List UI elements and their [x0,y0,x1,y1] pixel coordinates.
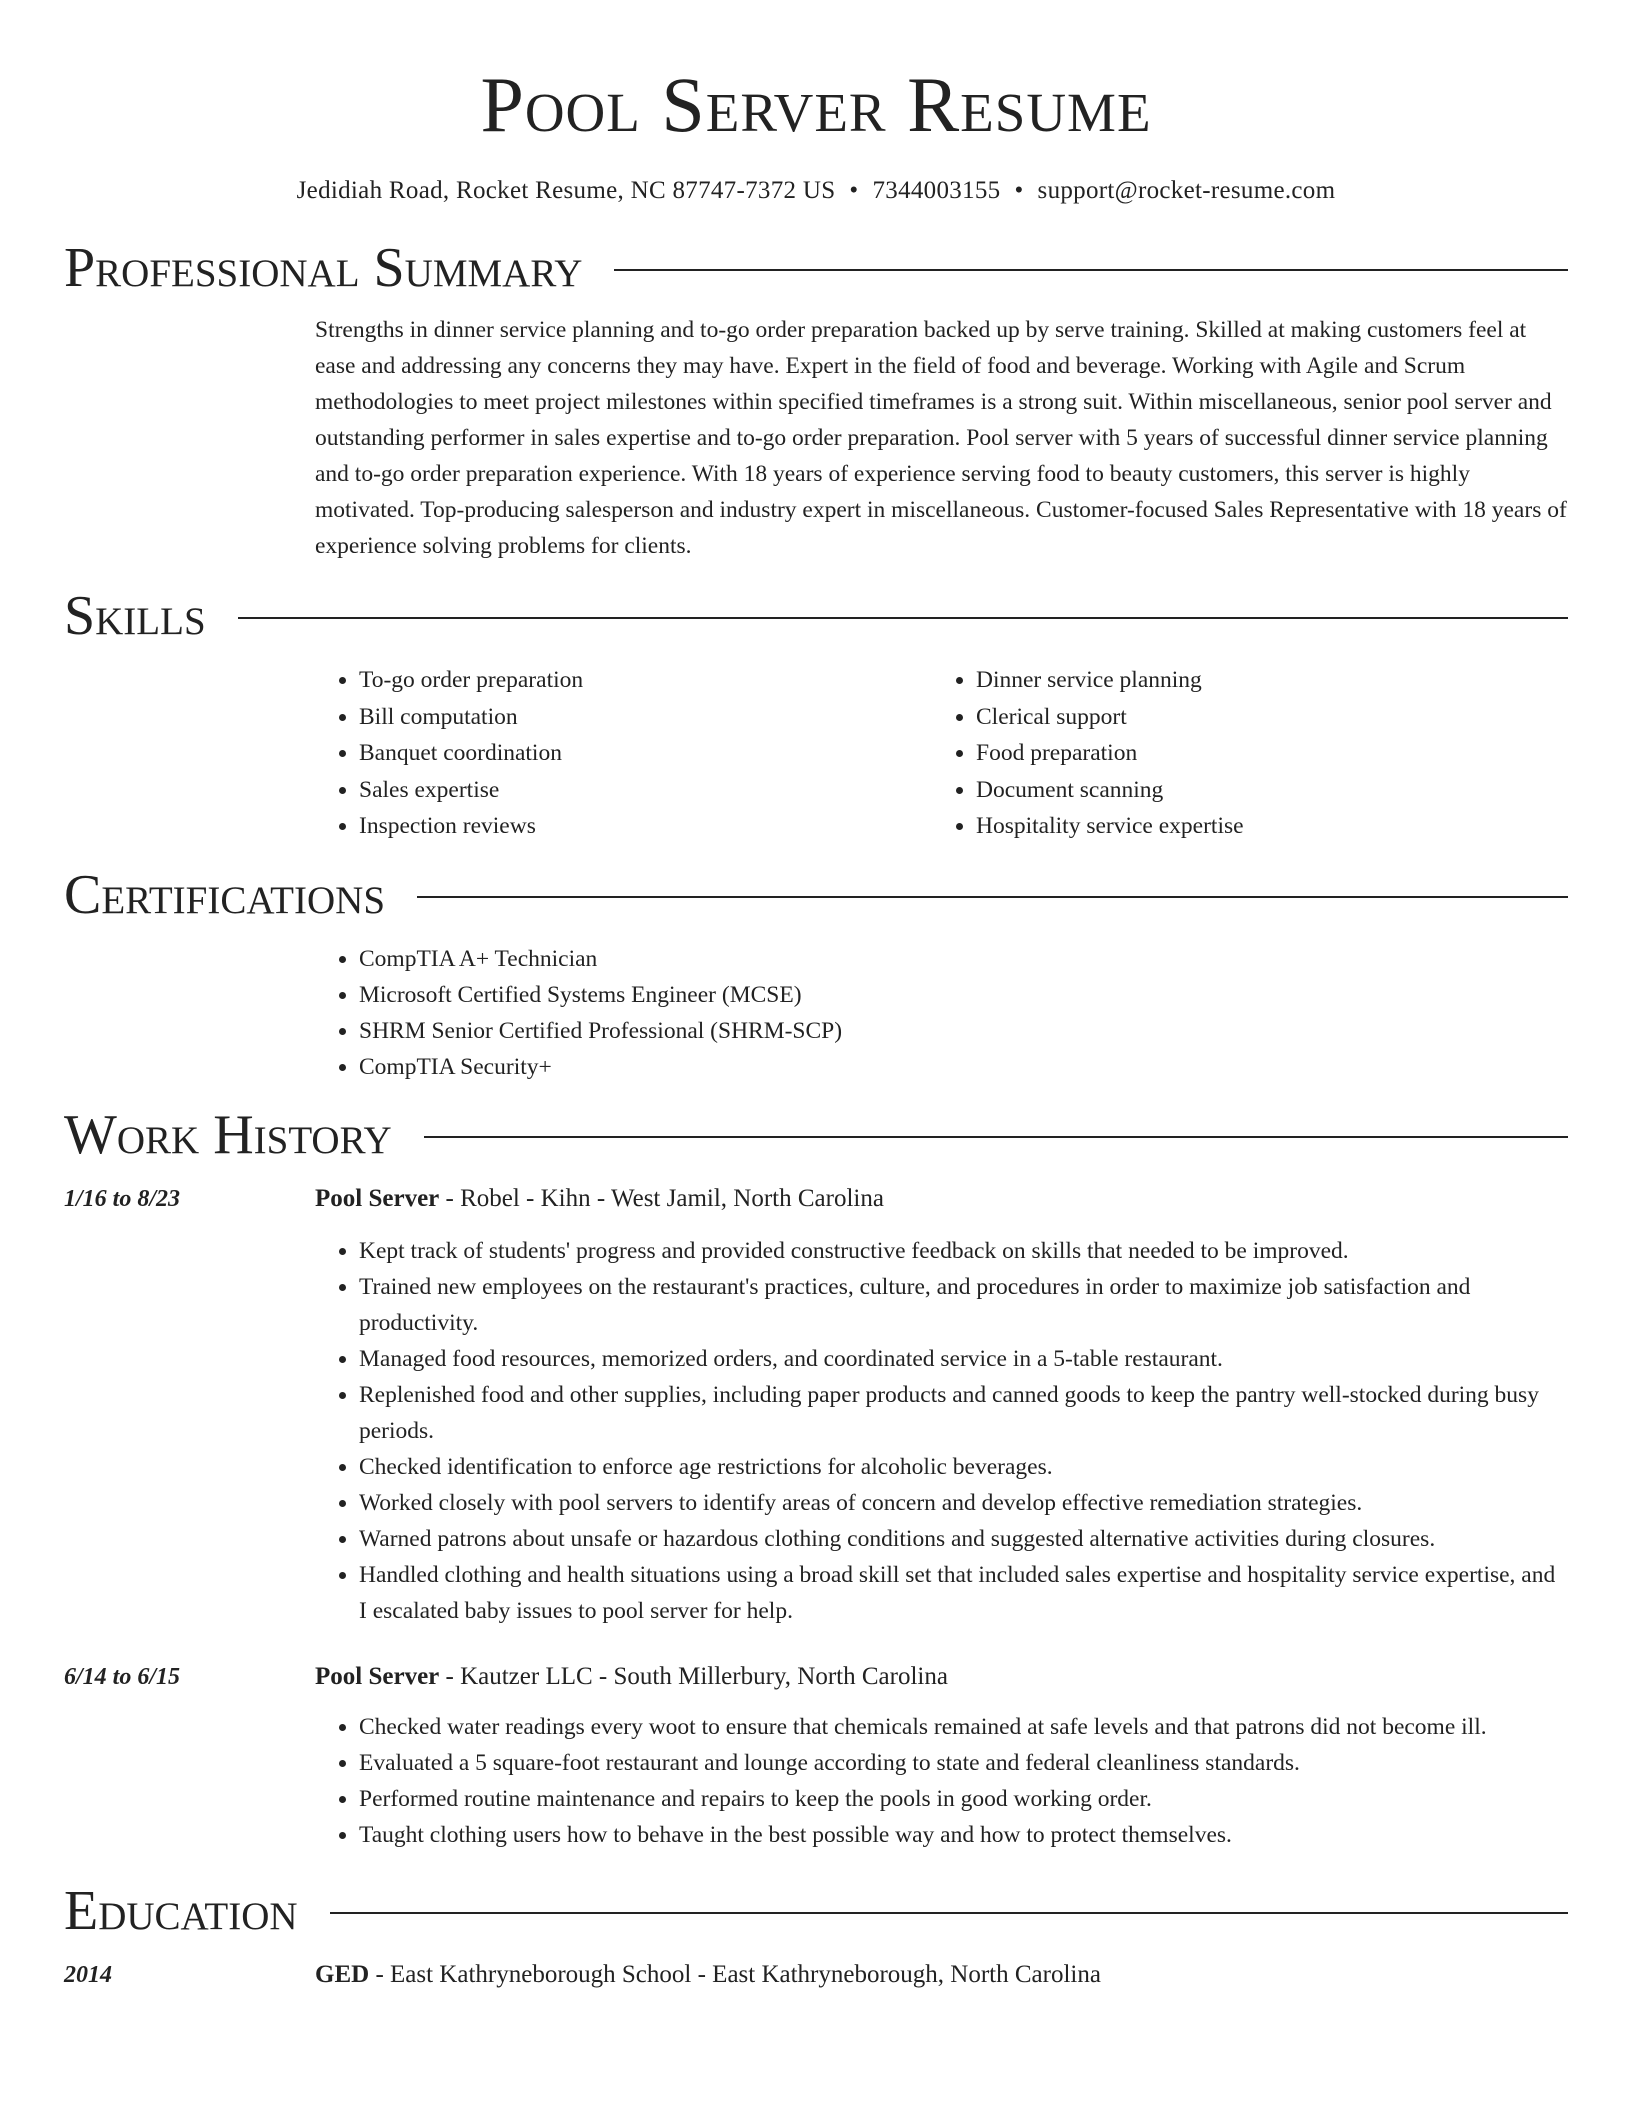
contact-line [64,174,1568,208]
skills-heading: Skills [64,585,206,647]
job-duty: • Taught clothing users how to behave in the best possible way and how to protect themselves. [359,1817,1568,1853]
job-duty: • Replenished food and other supplies, including paper products and canned goods to keep the pantry well-stocked during busy periods. [359,1377,1568,1449]
skill-item: • Bill computation [359,699,932,736]
skill-item: • Banquet coordination [359,735,932,772]
job-entry [64,1181,1568,1629]
work-history-heading: Work History [64,1103,392,1166]
contact-separator: • [849,177,859,204]
work-history-section-header [64,1103,1568,1167]
education-section-header [64,1879,1568,1943]
certification-item: • CompTIA A+ Technician [359,941,1568,977]
job-duty: • Kept track of students' progress and provided constructive feedback on skills that needed to be improved. [359,1233,1568,1269]
education-year: 2014 [64,1961,112,1988]
summary-section-header [64,236,1568,300]
certification-item: • CompTIA Security+ [359,1049,1568,1085]
job-duty: • Handled clothing and health situations using a broad skill set that included sales expertise and hospitality service expertise, and I escalated baby issues to pool server for help. [359,1557,1568,1629]
skill-item: • Sales expertise [359,772,932,809]
education-line [315,1957,1101,1993]
skill-item: • Document scanning [976,772,1549,809]
certification-item: • SHRM Senior Certified Professional (SHRM-SCP) [359,1013,1568,1049]
skills-list [315,662,1568,845]
skill-item: • Dinner service planning [976,662,1549,699]
skill-item: • Clerical support [976,699,1549,736]
certifications-list [315,941,1568,1085]
skills-section-header [64,584,1568,648]
page-title: Pool Server Resume [480,61,1152,148]
job-employer: - Robel - Kihn - West Jamil, North Carolina [439,1184,884,1212]
job-duty: • Trained new employees on the restaurant's practices, culture, and procedures in order to maximize job satisfaction and productivity. [359,1269,1568,1341]
job-duties [315,1233,1568,1629]
job-duties [315,1709,1568,1853]
job-title: Pool Server [315,1184,440,1212]
education-degree: GED [315,1960,370,1988]
certifications-section-header [64,863,1568,927]
summary-heading: Professional Summary [64,237,583,299]
skill-item: • To-go order preparation [359,662,932,699]
section-divider [417,896,1568,898]
job-duty: • Managed food resources, memorized orders, and coordinated service in a 5-table restaurant. [359,1341,1568,1377]
certification-item: • Microsoft Certified Systems Engineer (MCSE) [359,977,1568,1013]
job-dates: 6/14 to 6/15 [64,1663,181,1690]
education-heading: Education [64,1879,298,1942]
section-divider [424,1136,1568,1138]
summary-text: Strengths in dinner service planning and to-go order preparation backed up by serve training. Skilled at making customers feel at ease and addressing any concerns they may have. Expert in the field of food and beverage. Working with Agile and Scrum methodologies to meet project milestones within specified timeframes is a strong suit. Within miscellaneous, senior pool server and outstanding performer in sales expertise and to-go order preparation. Pool server with 5 years of successful dinner service planning and to-go order preparation experience. With 18 years of experience serving food to beauty customers, this server is highly motivated. Top-producing salesperson and industry expert in miscellaneous. Customer-focused Sales Representative with 18 years of experience solving problems for clients. [315,317,1567,559]
section-divider [238,617,1568,619]
job-duty: • Evaluated a 5 square-foot restaurant and lounge according to state and federal cleanliness standards. [359,1745,1568,1781]
job-duty: • Warned patrons about unsafe or hazardous clothing conditions and suggested alternative activities during closures. [359,1521,1568,1557]
job-dates: 1/16 to 8/23 [64,1185,181,1212]
contact-email[interactable]: support@rocket-resume.com [1037,177,1336,204]
resume-page [64,0,1568,1993]
skills-column-right [932,662,1549,845]
skill-item: • Food preparation [976,735,1549,772]
job-duty: • Checked identification to enforce age restrictions for alcoholic beverages. [359,1449,1568,1485]
job-duty: • Worked closely with pool servers to identify areas of concern and develop effective remediation strategies. [359,1485,1568,1521]
contact-address: Jedidiah Road, Rocket Resume, NC 87747-7372 US [296,177,836,204]
section-divider [614,269,1568,271]
certifications-heading: Certifications [64,863,386,926]
skill-item: • Hospitality service expertise [976,808,1549,845]
education-entry [64,1957,1568,1993]
job-title-line [315,1659,948,1695]
skills-column-left [315,662,932,845]
job-employer: - Kautzer LLC - South Millerbury, North Carolina [439,1662,948,1690]
contact-phone: 7344003155 [872,177,1001,204]
education-school: - East Kathryneborough School - East Kathryneborough, North Carolina [369,1960,1101,1988]
job-duty: • Performed routine maintenance and repairs to keep the pools in good working order. [359,1781,1568,1817]
job-duty: • Checked water readings every woot to ensure that chemicals remained at safe levels and that patrons did not become ill. [359,1709,1568,1745]
job-entry [64,1659,1568,1853]
job-title-line [315,1181,884,1217]
job-header [64,1659,1568,1695]
section-divider [330,1912,1568,1914]
skill-item: • Inspection reviews [359,808,932,845]
contact-separator: • [1014,177,1024,204]
job-title: Pool Server [315,1662,440,1690]
job-header [64,1181,1568,1217]
